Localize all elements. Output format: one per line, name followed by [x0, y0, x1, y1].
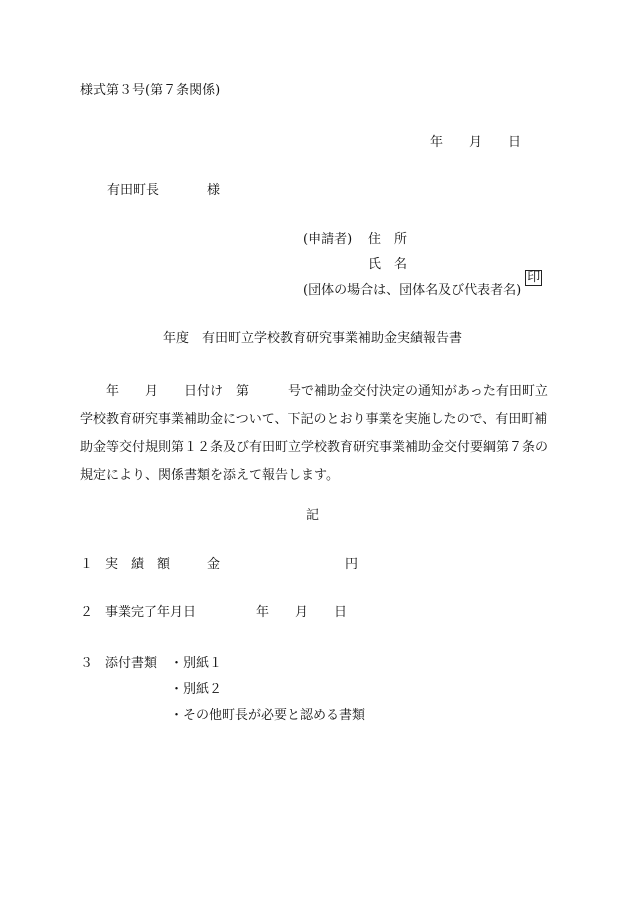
applicant-name-label: 氏 名: [368, 257, 408, 272]
addressee-name: 有田町長: [107, 183, 160, 198]
addressee-honorific: 様: [207, 183, 221, 198]
item-2-label: 事業完了年月日: [105, 605, 197, 620]
attachment-item: ・別紙１: [170, 656, 223, 671]
attachment-item: ・別紙２: [170, 682, 223, 697]
item-1-prefix: 金: [207, 557, 221, 572]
applicant-address-label: 住 所: [368, 232, 408, 247]
item-3-label: 添付書類: [105, 656, 158, 671]
ki-heading: 記: [306, 508, 320, 523]
seal-box: 印: [527, 270, 541, 285]
body-paragraph: 年 月 日付け 第 号で補助金交付決定の通知があった有田町立学校教育研究事業補助金について、下記のとおり事業を実施したので、有田町補助金等交付規則第１２条及び有田町立学校教育研究事業補助金交付要綱第７条の規定により、関係書類を添えて報告します。: [80, 384, 549, 483]
item-1-suffix: 円: [345, 557, 359, 572]
form-number: 様式第３号(第７条関係): [80, 83, 221, 98]
group-note: (団体の場合は、団体名及び代表者名): [303, 283, 522, 298]
applicant-label: (申請者): [303, 232, 353, 247]
item-1-label: 実 績 額: [105, 557, 171, 572]
document-title: 年度 有田町立学校教育研究事業補助金実績報告書: [163, 331, 463, 346]
seal-mark: [517, 257, 542, 286]
item-1-number: １: [80, 557, 94, 572]
date-header: 年 月 日: [430, 135, 522, 150]
item-2-number: ２: [80, 605, 94, 620]
item-2-value: 年 月 日: [256, 605, 348, 620]
item-3-number: ３: [80, 656, 94, 671]
attachment-item: ・その他町長が必要と認める書類: [170, 708, 366, 723]
